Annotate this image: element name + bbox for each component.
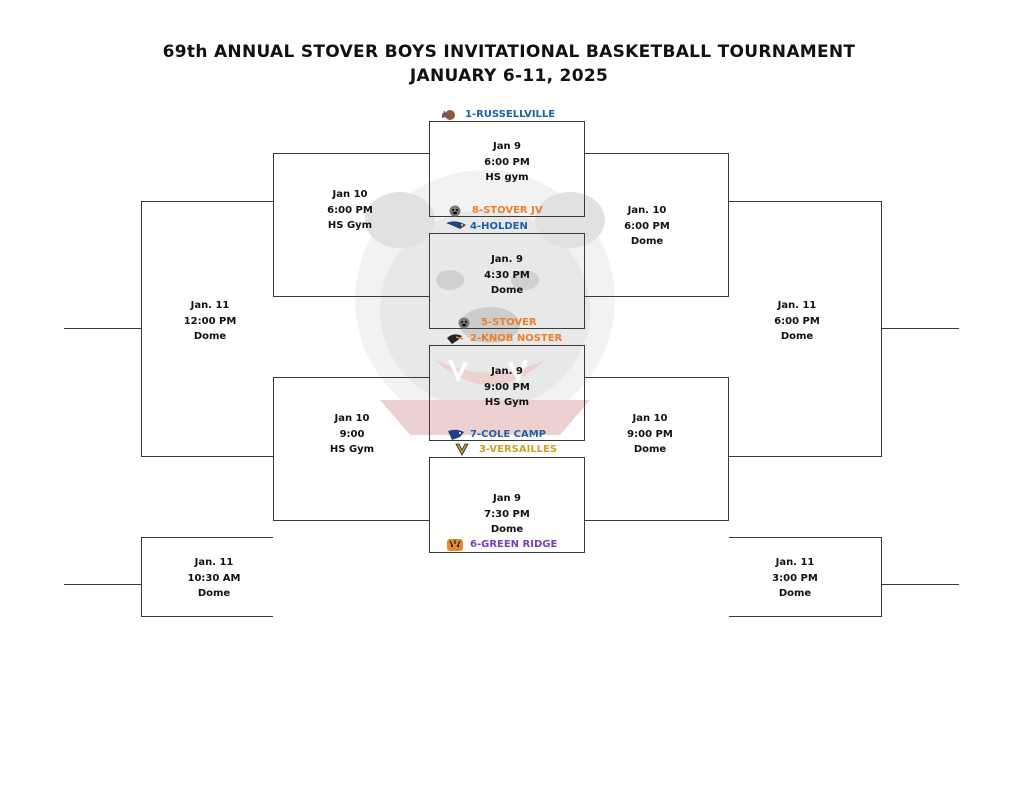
tiger-icon [446, 538, 464, 550]
team-label: 2-KNOB NOSTER [470, 332, 563, 344]
team-label: 5-STOVER [481, 316, 537, 328]
team-label: 6-GREEN RIDGE [470, 538, 558, 550]
game-info-g3 [437, 364, 577, 411]
game-date: Jan 10 [334, 413, 370, 424]
game-date: Jan 9 [492, 141, 522, 152]
team-versailles [455, 442, 557, 456]
tiger-v-icon [455, 443, 473, 455]
game-venue: Dome [780, 331, 814, 342]
tournament-title: 69th ANNUAL STOVER BOYS INVITATIONAL BASKETBALL TOURNAMENT [162, 42, 856, 62]
game-venue: HS Gym [327, 220, 373, 231]
team-russellville [441, 107, 555, 121]
game-info-left-final [140, 298, 280, 345]
game-date: Jan. 11 [775, 557, 815, 568]
game-date: Jan. 10 [627, 205, 667, 216]
game-date: Jan 9 [492, 493, 522, 504]
game-venue: Dome [778, 588, 812, 599]
game-info-left-consolation [144, 555, 284, 602]
game-date: Jan. 11 [777, 300, 817, 311]
team-label: 4-HOLDEN [470, 220, 528, 232]
game-time: 9:00 PM [484, 381, 530, 393]
bluejay-icon [446, 428, 464, 440]
game-date: Jan 10 [632, 413, 668, 424]
game-date: Jan. 9 [491, 254, 523, 265]
game-info-g2 [437, 252, 577, 299]
team-stover-jv [448, 203, 543, 217]
indian-head-icon [441, 108, 459, 120]
right-consolation-connector [882, 584, 959, 585]
game-info-right-final [727, 298, 867, 345]
game-date: Jan. 11 [190, 300, 230, 311]
game-info-g1 [437, 139, 577, 186]
game-time: 7:30 PM [484, 508, 530, 520]
game-time: 6:00 PM [327, 204, 373, 216]
game-info-right-semi-top [577, 203, 717, 250]
game-time: 12:00 PM [183, 315, 237, 327]
team-green-ridge [446, 537, 557, 551]
game-time: 9:00 PM [627, 428, 673, 440]
bulldog-icon [457, 316, 475, 328]
game-venue: Dome [490, 524, 524, 535]
game-info-right-consolation [725, 555, 865, 602]
game-time: 3:00 PM [772, 572, 818, 584]
right-final-connector [882, 328, 959, 329]
game-info-left-semi-bottom [282, 411, 422, 458]
game-venue: HS Gym [484, 397, 530, 408]
tournament-dates: JANUARY 6-11, 2025 [409, 66, 609, 86]
left-consolation-connector [64, 584, 141, 585]
team-holden [446, 219, 528, 233]
game-venue: Dome [630, 236, 664, 247]
game-date: Jan. 11 [194, 557, 234, 568]
game-time: 6:00 PM [624, 220, 670, 232]
eagle-icon [446, 220, 464, 232]
team-knob-noster [446, 331, 562, 345]
game-info-left-semi-top [280, 187, 420, 234]
left-final-connector [64, 328, 141, 329]
game-venue: Dome [490, 285, 524, 296]
team-stover [457, 315, 537, 329]
game-venue: Dome [193, 331, 227, 342]
game-venue: HS Gym [329, 444, 375, 455]
game-time: 9:00 [339, 428, 365, 440]
team-cole-camp [446, 427, 546, 441]
game-time: 6:00 PM [774, 315, 820, 327]
game-time: 10:30 AM [187, 572, 241, 584]
game-venue: Dome [197, 588, 231, 599]
game-venue: HS gym [485, 172, 529, 183]
game-time: 6:00 PM [484, 156, 530, 168]
team-label: 8-STOVER JV [472, 204, 543, 216]
team-label: 7-COLE CAMP [470, 428, 546, 440]
panther-icon [446, 332, 464, 344]
game-date: Jan 10 [332, 189, 368, 200]
team-label: 1-RUSSELLVILLE [465, 108, 556, 120]
game-info-g4 [437, 491, 577, 538]
game-venue: Dome [633, 444, 667, 455]
game-info-right-semi-bottom [580, 411, 720, 458]
team-label: 3-VERSAILLES [479, 443, 558, 455]
bulldog-icon [448, 204, 466, 216]
game-date: Jan. 9 [491, 366, 523, 377]
game-time: 4:30 PM [484, 269, 530, 281]
